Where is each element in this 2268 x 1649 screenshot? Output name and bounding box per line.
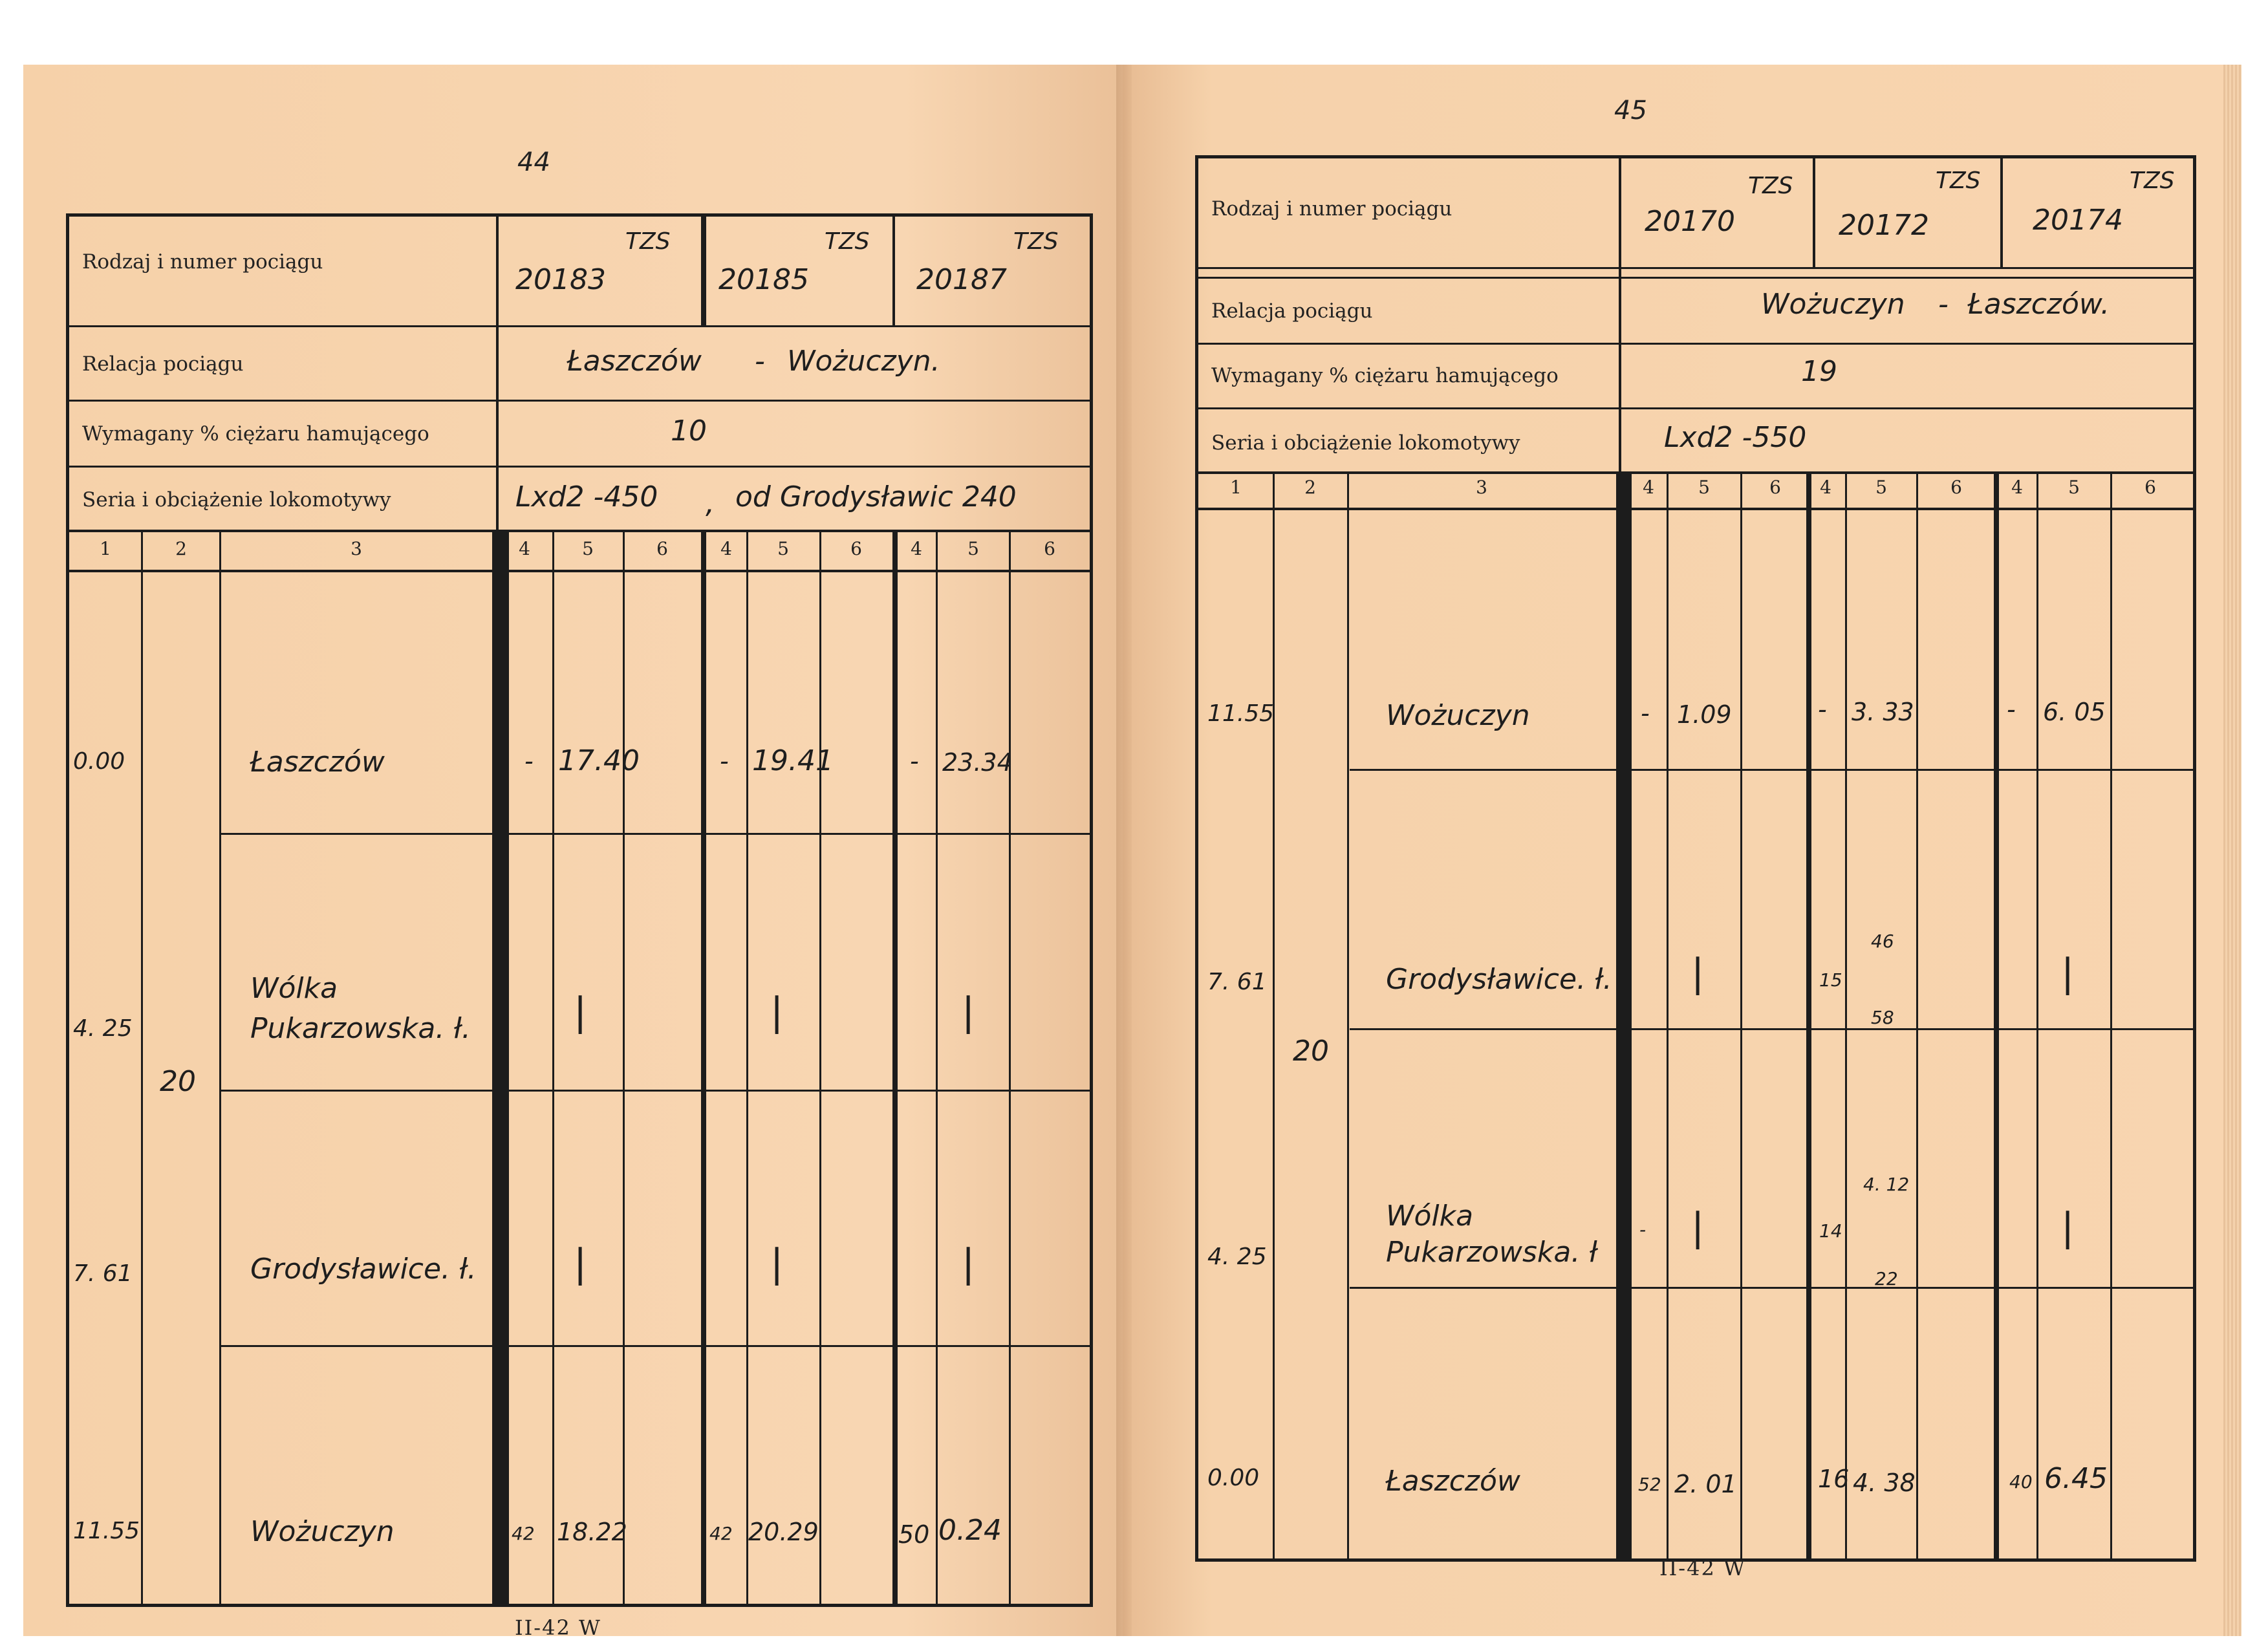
pass-mark: | — [1691, 951, 1705, 996]
stop-minutes: 14 — [1819, 1220, 1842, 1242]
stop-minutes: 40 — [2009, 1471, 2033, 1493]
col-number: 6 — [850, 538, 862, 559]
time-value: 1.09 — [1677, 700, 1732, 729]
station-name: Łaszczów — [250, 746, 385, 779]
col-number: 5 — [1875, 477, 1887, 498]
col-number: 4 — [2011, 477, 2023, 498]
time-value: 4. 38 — [1853, 1469, 1916, 1497]
brake-percent: 19 — [1801, 355, 1837, 388]
train-type: TZS — [1936, 167, 1981, 194]
station-name: Grodysławice. ł. — [250, 1253, 477, 1286]
station-km: 4. 25 — [1207, 1244, 1267, 1270]
col-number: 5 — [777, 538, 789, 559]
brake-percent: 10 — [671, 415, 707, 447]
time-value: 17.40 — [558, 744, 640, 777]
pass-mark: | — [962, 1241, 975, 1286]
locomotive-note: od Grodysławic 240 — [735, 480, 1017, 513]
col-number: 6 — [1769, 477, 1781, 498]
col-number: 4 — [911, 538, 922, 559]
time-value: 20.29 — [748, 1518, 819, 1546]
station-name: Wólka — [1386, 1200, 1474, 1233]
time-value: 19.41 — [752, 744, 834, 777]
relation-dash: - — [1938, 288, 1949, 321]
col-number: 5 — [1698, 477, 1710, 498]
pass-mark: | — [574, 989, 587, 1035]
train-number: 20170 — [1645, 205, 1735, 238]
pass-mark: | — [574, 1241, 587, 1286]
pass-mark: | — [2061, 1205, 2075, 1250]
col-number: 1 — [100, 538, 111, 559]
locomotive-series: Lxd2 -450 — [515, 480, 658, 513]
train-type: TZS — [2130, 167, 2175, 194]
stop-minutes: 15 — [1819, 969, 1842, 991]
col-number: 5 — [967, 538, 979, 559]
col-number: 1 — [1230, 477, 1242, 498]
station-km: 7. 61 — [73, 1260, 133, 1287]
station-name: Wólka — [250, 972, 338, 1005]
col-number: 6 — [1044, 538, 1055, 559]
stop-minutes: - — [524, 747, 534, 775]
locomotive-series: Lxd2 -550 — [1664, 421, 1807, 454]
col-number: 4 — [1820, 477, 1831, 498]
label-train-type: Rodzaj i numer pociągu — [1211, 197, 1453, 221]
train-number: 20187 — [916, 263, 1007, 296]
train-type: TZS — [825, 228, 870, 255]
label-locomotive: Seria i obciążenie lokomotywy — [1211, 431, 1520, 455]
col-number: 2 — [1304, 477, 1316, 498]
time-departure: 58 — [1871, 1007, 1894, 1028]
col-number: 4 — [519, 538, 530, 559]
pass-mark: | — [1691, 1205, 1705, 1250]
stop-minutes: - — [1641, 699, 1650, 727]
station-km: 11.55 — [73, 1518, 140, 1544]
time-value: 6.45 — [2044, 1462, 2108, 1495]
book-gutter — [1116, 65, 1132, 1636]
stop-minutes: 52 — [1638, 1474, 1661, 1495]
station-km: 11.55 — [1207, 700, 1275, 727]
station-name: Wożuczyn — [250, 1515, 394, 1548]
col-number: 6 — [656, 538, 668, 559]
station-name: Wożuczyn — [1386, 699, 1530, 732]
pass-mark: | — [962, 989, 975, 1035]
label-brake-weight: Wymagany % ciężaru hamującego — [1211, 364, 1559, 387]
stop-minutes: 50 — [898, 1520, 930, 1549]
pass-mark: | — [770, 989, 784, 1035]
relation-to: Łaszczów. — [1968, 288, 2110, 321]
label-brake-weight: Wymagany % ciężaru hamującego — [82, 422, 429, 446]
label-relation: Relacja pociągu — [1211, 299, 1373, 323]
time-value: 6. 05 — [2043, 698, 2106, 726]
time-value: 0.24 — [938, 1514, 1002, 1547]
stop-minutes: - — [2007, 695, 2016, 724]
right-page — [1123, 65, 2241, 1636]
time-arrival: 46 — [1871, 931, 1894, 952]
time-value: 2. 01 — [1674, 1470, 1737, 1498]
col-number: 5 — [582, 538, 594, 559]
col-number: 5 — [2068, 477, 2080, 498]
train-number: 20172 — [1839, 209, 1929, 242]
train-number: 20183 — [515, 263, 606, 296]
speed-value: 20 — [160, 1065, 196, 1098]
col-number: 3 — [351, 538, 362, 559]
station-km: 7. 61 — [1207, 969, 1267, 995]
train-type: TZS — [1748, 173, 1793, 199]
stop-minutes: - — [910, 747, 919, 775]
stop-minutes: - — [720, 747, 729, 775]
station-km: 4. 25 — [73, 1015, 133, 1042]
open-booklet — [23, 65, 2241, 1640]
train-number: 20174 — [2033, 204, 2123, 237]
relation-dash: - — [755, 345, 765, 378]
col-number: 6 — [1950, 477, 1962, 498]
speed-value: 20 — [1293, 1035, 1329, 1068]
timetable-left — [66, 213, 1093, 1607]
train-type: TZS — [1013, 228, 1059, 255]
time-value: 18.22 — [557, 1518, 627, 1546]
relation-from: Wożuczyn — [1761, 288, 1905, 321]
train-number: 20185 — [718, 263, 809, 296]
stop-minutes: 16 — [1818, 1465, 1850, 1493]
station-name: Pukarzowska. ł. — [250, 1012, 471, 1045]
time-value: 3. 33 — [1852, 698, 1914, 726]
pass-mark: | — [770, 1241, 784, 1286]
stop-minutes: 42 — [512, 1523, 535, 1544]
col-number: 2 — [175, 538, 187, 559]
page-number: 44 — [517, 147, 550, 177]
page-footer: II-42 W — [1659, 1556, 1746, 1580]
station-name: Łaszczów — [1386, 1465, 1520, 1498]
col-number: 3 — [1476, 477, 1487, 498]
train-type: TZS — [625, 228, 671, 255]
stop-minutes: - — [1639, 1219, 1647, 1240]
pass-mark: | — [2061, 951, 2075, 996]
time-departure: 22 — [1875, 1268, 1898, 1289]
label-relation: Relacja pociągu — [82, 352, 244, 376]
page-footer: II-42 W — [515, 1615, 601, 1640]
station-name: Grodysławice. ł. — [1386, 963, 1612, 996]
stop-minutes: 42 — [709, 1523, 733, 1544]
relation-to: Wożuczyn. — [787, 345, 940, 378]
stop-minutes: - — [1818, 695, 1827, 724]
station-km: 0.00 — [73, 748, 125, 775]
timetable-right — [1195, 155, 2196, 1562]
col-number: 4 — [1643, 477, 1654, 498]
relation-from: Łaszczów — [567, 345, 702, 378]
locomotive-comma: , — [706, 487, 715, 520]
time-arrival: 4. 12 — [1863, 1174, 1910, 1195]
page-edges — [2223, 65, 2241, 1636]
label-train-type: Rodzaj i numer pociągu — [82, 250, 323, 274]
col-number: 4 — [720, 538, 732, 559]
station-name: Pukarzowska. ł — [1386, 1236, 1597, 1269]
label-locomotive: Seria i obciążenie lokomotywy — [82, 488, 391, 512]
page-number: 45 — [1614, 96, 1647, 125]
col-number: 6 — [2144, 477, 2156, 498]
left-page — [23, 65, 1123, 1640]
station-km: 0.00 — [1207, 1465, 1260, 1491]
time-value: 23.34 — [942, 748, 1013, 777]
